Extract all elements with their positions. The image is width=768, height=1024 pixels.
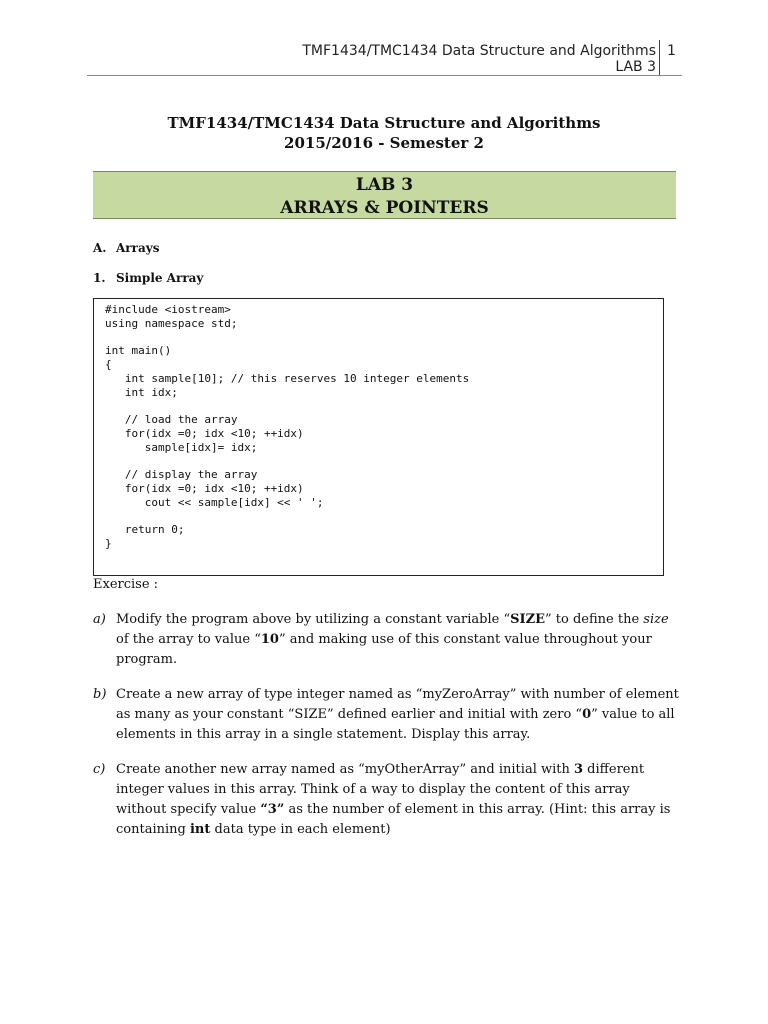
code-line: for(idx =0; idx <10; ++idx) [105,481,304,495]
exercise-text [116,760,683,840]
code-line: // display the array [105,468,258,481]
text-segment: Create another new array named as “myOtherArray” and initial with [116,762,574,777]
banner-lab: LAB 3 [355,175,414,195]
code-listing [93,298,664,576]
code-line: for(idx =0; idx <10; ++idx) [105,426,304,440]
header-course: TMF1434/TMC1434 Data Structure and Algorithms [302,43,656,59]
subsection-heading-simple-array [93,271,203,285]
code-line: sample[idx]= idx; [105,440,258,454]
exercise-label: Exercise : [93,577,159,592]
code-line: #include <iostream> [105,303,231,316]
exercise-item-b [93,685,683,745]
text-segment: as the number of element in this array. (Hint: this array is containing [116,802,671,837]
code-line: using namespace std; [105,316,238,330]
header-divider [87,75,682,76]
running-header [302,43,656,75]
text-segment: 10 [260,632,279,647]
text-segment: Modify the program above by utilizing a constant variable “ [116,612,511,627]
lab-banner [93,171,676,219]
text-segment: ” value to all elements in this array in a single statement. Display this array. [116,707,675,742]
exercise-text [116,610,683,670]
exercise-letter: a) [93,612,106,627]
subsection-number: 1. [93,271,106,285]
text-segment: data type in each element) [210,822,391,837]
text-segment: 0 [582,707,592,722]
exercise-text [116,685,683,745]
code-line: { [105,358,112,371]
text-segment: int [189,822,211,837]
code-line: cout << sample[idx] << ' '; [105,495,324,509]
exercise-item-c [93,760,683,840]
page-number: 1 [667,43,676,59]
header-lab: LAB 3 [615,59,656,75]
code-line: int main() [105,344,172,358]
exercise-item-a [93,610,683,670]
section-label: Arrays [116,241,160,255]
text-segment: “3” [260,802,285,817]
text-segment: ” to define the [545,612,644,627]
text-segment: SIZE [510,612,545,627]
title-semester: 2015/2016 - Semester 2 [284,134,484,152]
text-segment: Create a new array of type integer named as “myZeroArray” with number of element as many as your constant “SIZE” defined earlier and initial with zero “ [116,687,679,722]
text-segment: different integer values in this array. Think of a way to display the content of this array without specify value [116,762,645,817]
code-line: return 0; [105,523,185,536]
code-line: // load the array [105,413,238,426]
code-line: int sample[10]; // this reserves 10 integer elements [105,371,470,385]
title-course: TMF1434/TMC1434 Data Structure and Algorithms [167,114,601,132]
text-segment: 3 [574,762,584,777]
subsection-label: Simple Array [116,271,204,285]
document-title [0,113,768,153]
section-number: A. [93,241,107,255]
section-heading-arrays [93,241,159,255]
header-divider-vertical [659,40,660,75]
text-segment: size [643,612,669,627]
code-text [94,299,663,551]
exercise-letter: c) [93,762,106,777]
code-line: int idx; [105,385,178,399]
code-line: } [105,536,112,550]
exercise-letter: b) [93,687,107,702]
text-segment: of the array to value “ [116,632,261,647]
text-segment: ” and making use of this constant value throughout your program. [116,632,652,667]
banner-topic: ARRAYS & POINTERS [280,198,489,218]
